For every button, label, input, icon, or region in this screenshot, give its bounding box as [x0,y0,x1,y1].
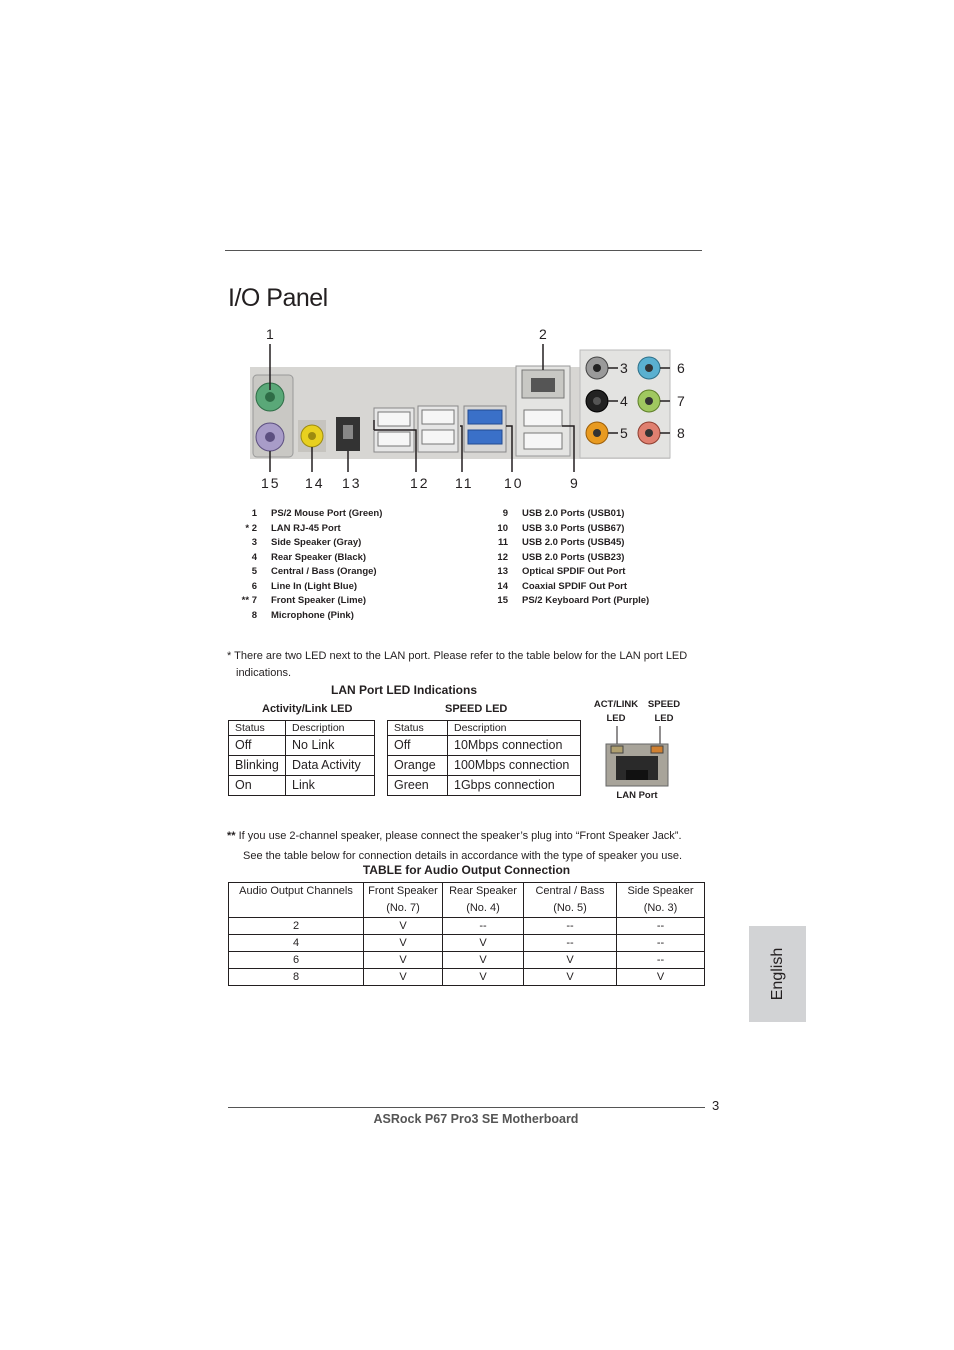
language-tab-label: English [768,947,786,1001]
bottom-rule [228,1107,705,1108]
activity-table-title: Activity/Link LED [262,703,353,715]
legend-item: 8 Microphone (Pink) [251,609,354,621]
legend-item: 5 Central / Bass (Orange) [251,566,377,577]
legend-item: ** 7 Front Speaker (Lime) [241,595,367,606]
legend-right [497,507,650,609]
jack-hole-icon [645,397,653,405]
jack-hole-icon [593,429,601,437]
optical-shutter-icon [343,425,353,439]
activity-led-table [228,720,375,796]
legend-left [241,507,383,623]
table-row: Off No Link [229,736,375,756]
usb2-port [422,410,454,424]
act-link-led-label: ACT/LINK LED [593,699,639,724]
jack-hole-icon [645,364,653,372]
usb2-port [378,412,410,426]
jack-hole-icon [593,397,601,405]
lan-clip-icon [626,770,648,780]
top-rule [225,250,702,251]
jack-hole-icon [645,429,653,437]
table-header: Central / Bass (No. 5) [524,883,617,918]
table-row: 4 V V -- -- [229,935,705,952]
callout-6: 6 [677,360,685,376]
footer-text: ASRock P67 Pro3 SE Motherboard [373,1112,579,1126]
usb2-port [524,410,562,426]
ps2-mouse-pin-icon [265,392,275,402]
callout-7: 7 [677,393,685,409]
legend-item: 12 USB 2.0 Ports (USB23) [497,551,625,563]
callout-10: 10 [504,475,524,491]
usb2-port [378,432,410,446]
ps2-keyboard-pin-icon [265,432,275,442]
callout-5: 5 [620,425,628,441]
table-header: Front Speaker (No. 7) [364,883,443,918]
table-row: 6 V V V -- [229,952,705,969]
callout-11: 11 [455,475,474,491]
callout-9: 9 [570,475,578,491]
table-row: Blinking Data Activity [229,756,375,776]
page-number: 3 [712,1098,720,1113]
table-row: On Link [229,776,375,796]
audio-output-table [228,882,705,986]
table-header: Status [388,721,448,736]
speed-led-label: SPEED LED [647,699,681,724]
language-tab [749,926,806,1022]
callout-12: 12 [410,475,430,491]
coax-center-icon [308,432,316,440]
callout-14: 14 [305,475,325,491]
lan-table-title: LAN Port LED Indications [331,683,478,697]
table-row: 2 V -- -- -- [229,918,705,935]
table-header: Side Speaker (No. 3) [617,883,705,918]
table-header: Description [286,721,375,736]
speed-table-title: SPEED LED [445,703,508,715]
legend-item: 15 PS/2 Keyboard Port (Purple) [497,595,650,606]
legend-item: 13 Optical SPDIF Out Port [497,566,626,577]
table-header: Description [448,721,581,736]
lan-port-diagram [604,726,670,788]
callout-2: 2 [539,326,547,342]
speed-led-icon [651,746,663,753]
usb2-port [524,433,562,449]
legend-item: 3 Side Speaker (Gray) [251,537,362,548]
callout-8: 8 [677,425,685,441]
legend-item: 10 USB 3.0 Ports (USB67) [497,522,625,534]
legend-item: 1 PS/2 Mouse Port (Green) [251,508,383,519]
table-row: Off 10Mbps connection [388,736,581,756]
lan-port-caption: LAN Port [616,790,658,801]
page-title: I/O Panel [228,284,328,312]
table-header: Audio Output Channels [229,883,364,918]
jack-hole-icon [593,364,601,372]
callout-1: 1 [266,326,274,342]
speed-led-table [387,720,581,796]
io-panel-illustration [240,320,710,500]
table-header: Status [229,721,286,736]
lan-note: * There are two LED next to the LAN port. Please refer to the table below for the LAN port LED indications. [227,650,688,679]
usb3-port [468,430,502,444]
usb2-port [422,430,454,444]
table-header-row [229,883,705,918]
callout-15: 15 [261,475,281,491]
callout-13: 13 [342,475,362,491]
act-led-icon [611,746,623,753]
lan-socket-icon [531,378,555,392]
table-row: 8 V V V V [229,969,705,986]
legend-item: 4 Rear Speaker (Black) [251,551,367,563]
callout-3: 3 [620,360,628,376]
callout-4: 4 [620,393,628,409]
table-header: Rear Speaker (No. 4) [443,883,524,918]
usb3-port [468,410,502,424]
legend-item: 14 Coaxial SPDIF Out Port [497,580,628,592]
legend-item: * 2 LAN RJ-45 Port [245,522,341,534]
legend-item: 11 USB 2.0 Ports (USB45) [497,537,625,548]
table-row: Orange 100Mbps connection [388,756,581,776]
legend-item: 6 Line In (Light Blue) [251,580,358,592]
speaker-note: ** If you use 2-channel speaker, please connect the speaker’s plug into “Front Speaker Jack”. See the table below for connection details in accordance with the type of speaker you use. [227,830,683,862]
table-row: Green 1Gbps connection [388,776,581,796]
legend-item: 9 USB 2.0 Ports (USB01) [502,508,625,519]
audio-table-title: TABLE for Audio Output Connection [362,863,571,877]
